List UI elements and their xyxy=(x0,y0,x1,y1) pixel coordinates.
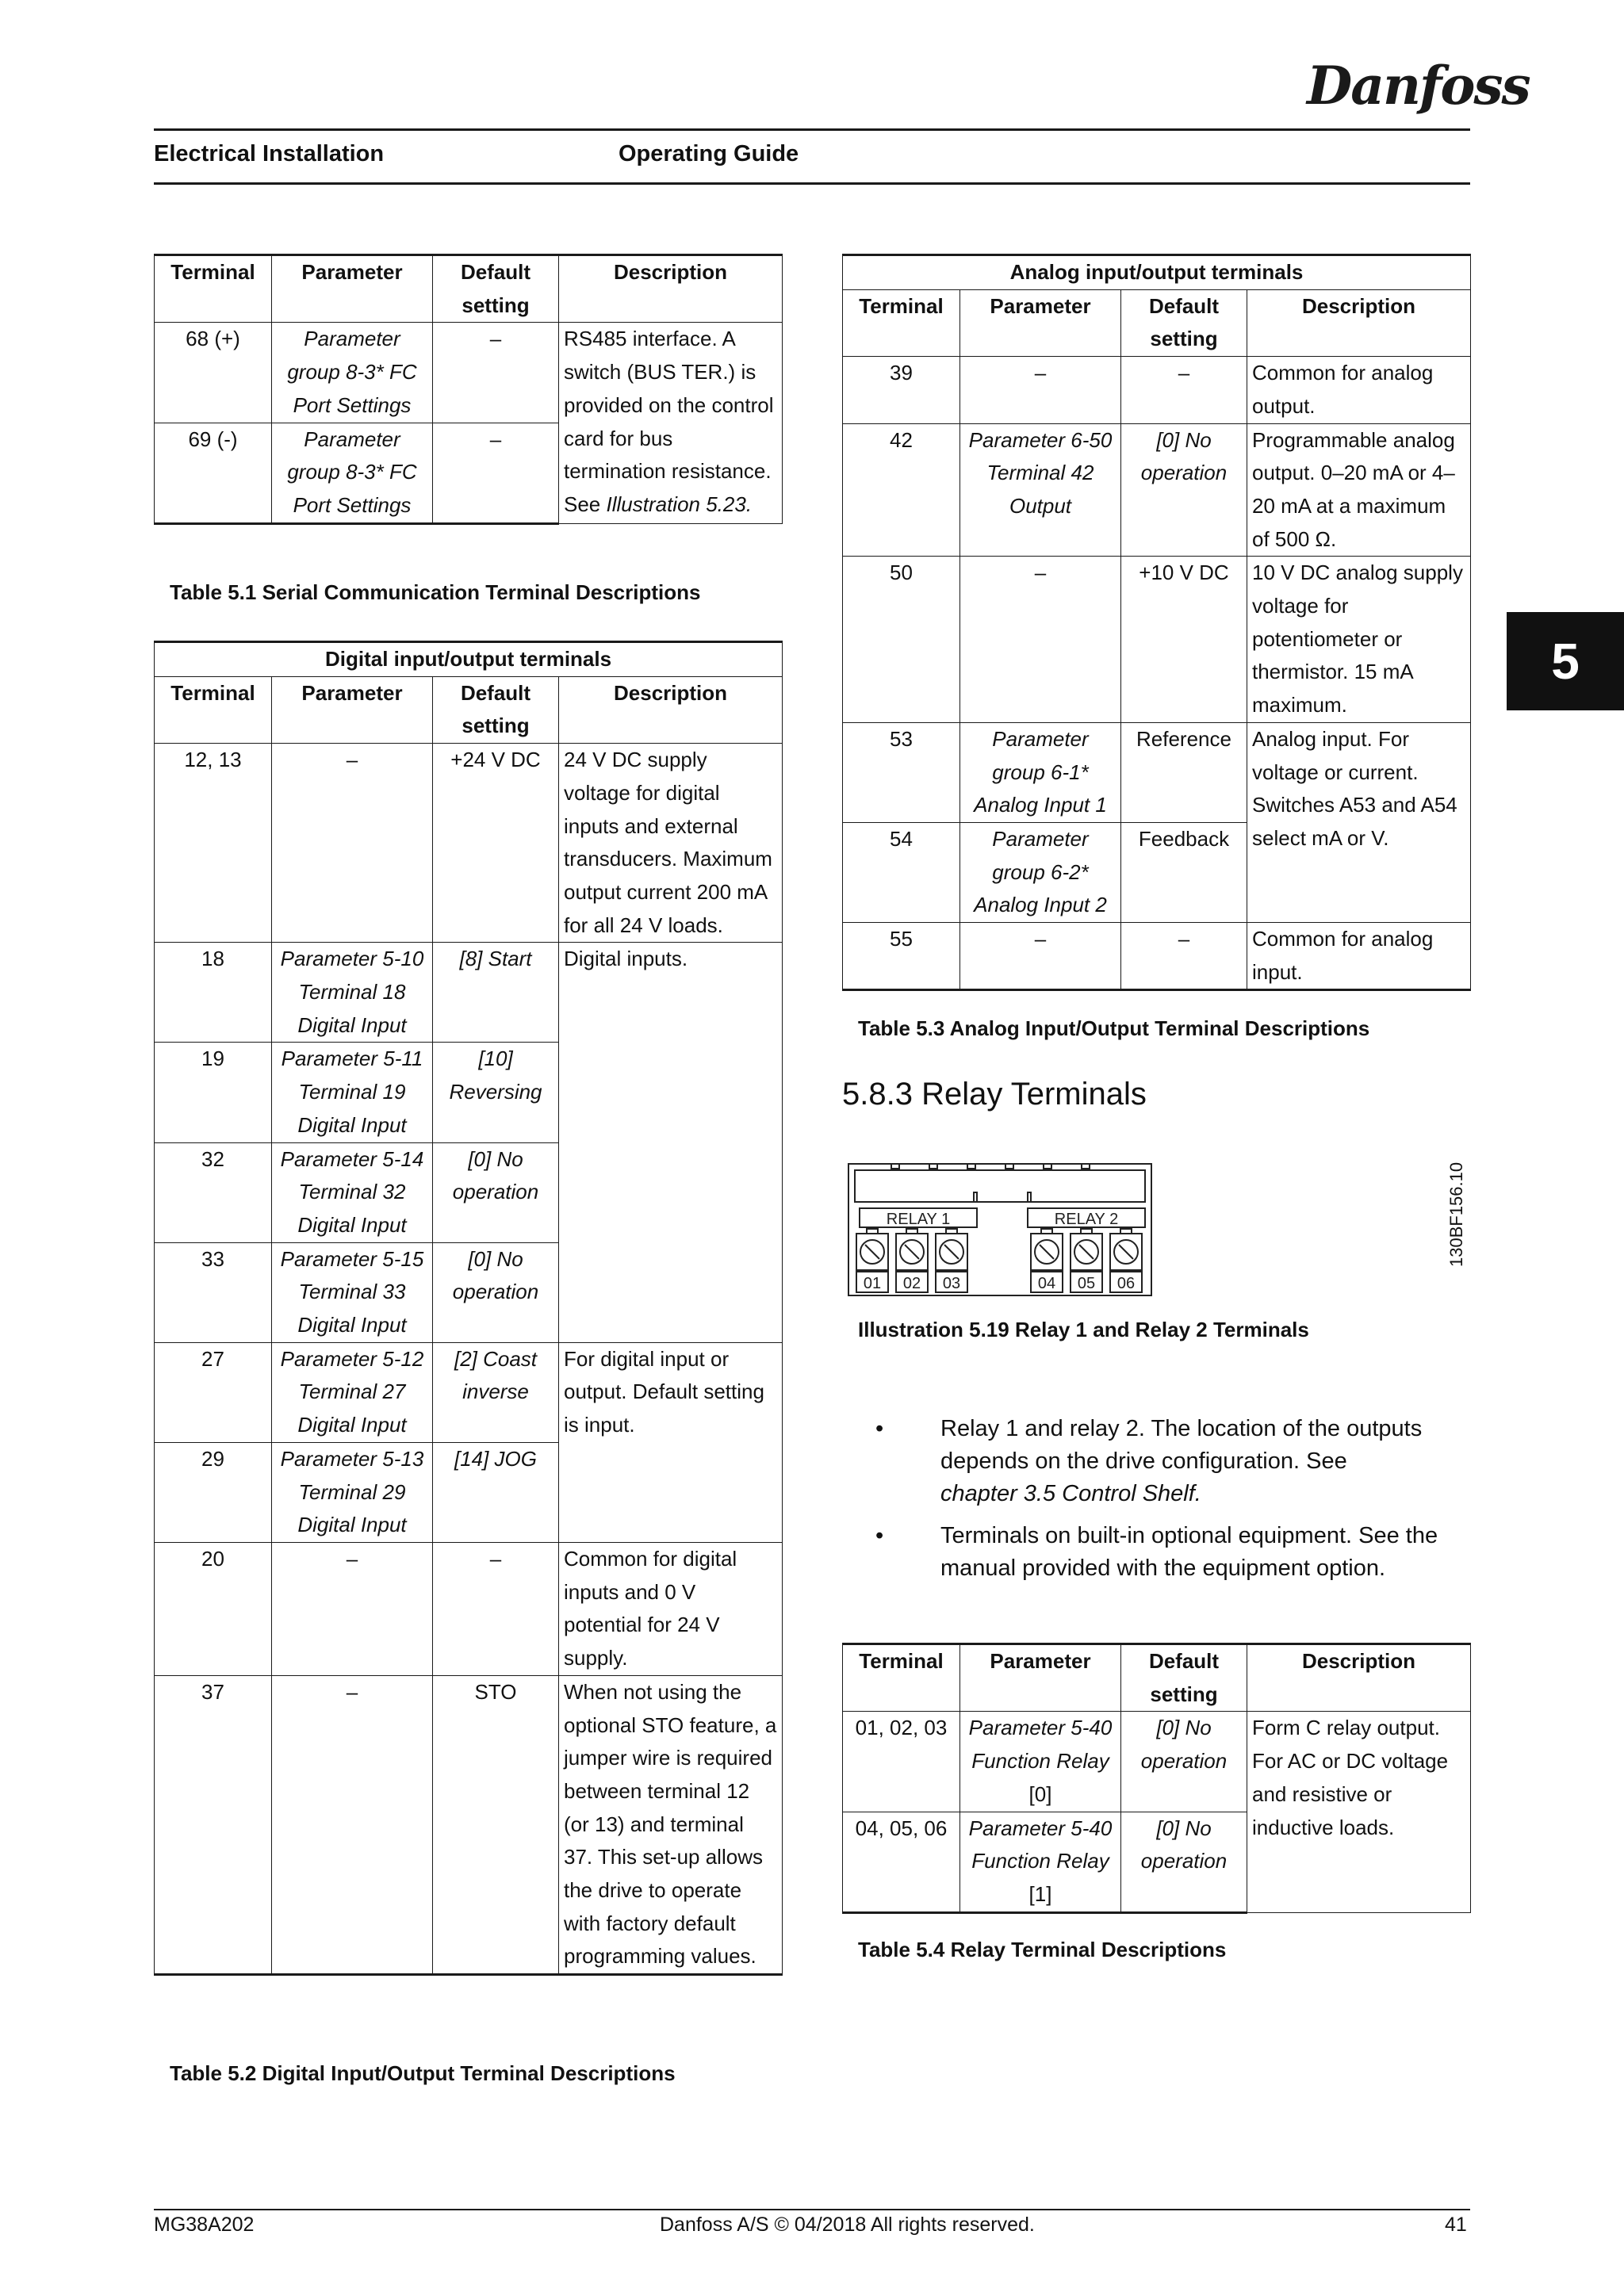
table-row xyxy=(843,357,1471,423)
column-header-parameter: Parameter xyxy=(272,676,433,743)
terminal-block-top-rail xyxy=(855,1170,1145,1202)
cell-terminal: 55 xyxy=(843,923,960,990)
footer-rule xyxy=(154,2209,1470,2210)
cell-default: [2] Coast inverse xyxy=(433,1342,559,1442)
bullet-marker: • xyxy=(875,1416,884,1441)
cell-default: – xyxy=(433,323,559,423)
column-header-default-setting: Default setting xyxy=(1121,1644,1247,1712)
cell-default: Feedback xyxy=(1121,822,1247,922)
bullet-list xyxy=(875,1413,1478,1594)
terminal-number-03: 03 xyxy=(942,1275,961,1292)
cell-default: [0] No operation xyxy=(1121,1812,1247,1912)
table-row xyxy=(843,423,1471,557)
cell-description: For digital input or output. Default setting is input. xyxy=(559,1342,783,1542)
table-header-row xyxy=(155,255,783,323)
table-row xyxy=(843,722,1471,822)
cell-default: [0] No operation xyxy=(433,1242,559,1342)
table-serial-communication xyxy=(154,254,783,525)
illustration-id: 130BF156.10 xyxy=(1446,1161,1466,1267)
cell-default: – xyxy=(1121,357,1247,423)
cell-terminal: 18 xyxy=(155,943,272,1043)
cell-description: 24 V DC supply voltage for digital inputs and external transducers. Maximum output current 200 mA for all 24 V loads. xyxy=(559,744,783,943)
relay1-label: RELAY 1 xyxy=(886,1211,951,1228)
cell-parameter: – xyxy=(272,744,433,943)
table-row xyxy=(155,1675,783,1974)
cell-parameter: – xyxy=(960,357,1121,423)
table-group-title-row xyxy=(843,255,1471,290)
cell-terminal: 50 xyxy=(843,557,960,723)
cell-description: Common for analog input. xyxy=(1247,923,1471,990)
column-header-terminal: Terminal xyxy=(155,676,272,743)
danfoss-logo: Danfoss xyxy=(1307,55,1530,117)
cell-description: When not using the optional STO feature, a jumper wire is required between terminal 12 (or 13) and terminal 37. This set-up allows the drive to operate with factory default programming values. xyxy=(559,1675,783,1974)
cell-terminal: 32 xyxy=(155,1142,272,1242)
column-header-description: Description xyxy=(559,676,783,743)
column-header-terminal: Terminal xyxy=(843,1644,960,1712)
bullet-text: Terminals on built-in optional equipment. See the manual provided with the equipment option. xyxy=(940,1523,1438,1581)
cell-parameter: – xyxy=(272,1675,433,1974)
table-row xyxy=(155,1342,783,1442)
relay-terminals-illustration xyxy=(847,1159,1156,1303)
table-row xyxy=(155,323,783,423)
cell-parameter: Parameter group 8-3* FC Port Settings xyxy=(272,323,433,423)
cell-parameter: Parameter group 6-1* Analog Input 1 xyxy=(960,722,1121,822)
cell-default: [0] No operation xyxy=(1121,1712,1247,1812)
cell-description: Form C relay output. For AC or DC voltage and resistive or inductive loads. xyxy=(1247,1712,1471,1912)
cell-terminal: 68 (+) xyxy=(155,323,272,423)
cell-parameter xyxy=(960,1812,1121,1912)
illustration-caption: Illustration 5.19 Relay 1 and Relay 2 Terminals xyxy=(858,1318,1309,1341)
footer-page-number: 41 xyxy=(1445,2214,1467,2236)
section-heading: 5.8.3 Relay Terminals xyxy=(842,1077,1147,1112)
description-text: RS485 interface. A switch (BUS TER.) is provided on the control card for bus termination resistance. See xyxy=(564,327,774,516)
table53-caption: Table 5.3 Analog Input/Output Terminal Descriptions xyxy=(858,1016,1370,1040)
parameter-name: Parameter 5-40 Function Relay xyxy=(968,1816,1113,1873)
column-header-default-setting: Default setting xyxy=(1121,289,1247,356)
cell-description xyxy=(559,323,783,523)
header-section-title: Electrical Installation xyxy=(154,141,385,166)
cell-default: Reference xyxy=(1121,722,1247,822)
terminal-number-04: 04 xyxy=(1037,1275,1056,1292)
cell-terminal: 19 xyxy=(155,1043,272,1142)
table54-caption: Table 5.4 Relay Terminal Descriptions xyxy=(858,1938,1227,1961)
bullet-text: Relay 1 and relay 2. The location of the outputs depends on the drive configuration. See xyxy=(940,1416,1423,1474)
column-header-parameter: Parameter xyxy=(272,255,433,323)
terminal-number-02: 02 xyxy=(902,1275,921,1292)
cell-terminal: 39 xyxy=(843,357,960,423)
parameter-index: [1] xyxy=(1028,1881,1052,1906)
cell-terminal: 04, 05, 06 xyxy=(843,1812,960,1912)
terminal-number-06: 06 xyxy=(1116,1275,1136,1292)
cell-terminal: 54 xyxy=(843,822,960,922)
footer-copyright: Danfoss A/S © 04/2018 All rights reserved. xyxy=(660,2214,1035,2236)
cell-default: STO xyxy=(433,1675,559,1974)
table51-caption: Table 5.1 Serial Communication Terminal Descriptions xyxy=(170,580,701,604)
table-group-title: Analog input/output terminals xyxy=(843,255,1471,290)
table-digital-io xyxy=(154,641,783,1976)
cell-parameter xyxy=(960,1712,1121,1812)
column-header-terminal: Terminal xyxy=(843,289,960,356)
column-header-default-setting: Default setting xyxy=(433,676,559,743)
parameter-index: [0] xyxy=(1028,1781,1052,1806)
table-row xyxy=(843,923,1471,990)
cell-parameter: – xyxy=(960,923,1121,990)
column-header-description: Description xyxy=(1247,289,1471,356)
column-header-description: Description xyxy=(1247,1644,1471,1712)
terminal-number-05: 05 xyxy=(1077,1275,1096,1292)
table-row xyxy=(155,943,783,1043)
cell-default: [8] Start xyxy=(433,943,559,1043)
cell-description: Analog input. For voltage or current. Switches A53 and A54 select mA or V. xyxy=(1247,722,1471,922)
illustration-reference: Illustration 5.23. xyxy=(606,492,753,516)
list-item xyxy=(875,1520,1478,1585)
cell-terminal: 29 xyxy=(155,1442,272,1542)
cell-default: – xyxy=(433,423,559,523)
cell-parameter: Parameter 5-15 Terminal 33 Digital Input xyxy=(272,1242,433,1342)
cell-default: +24 V DC xyxy=(433,744,559,943)
column-header-parameter: Parameter xyxy=(960,289,1121,356)
bullet-marker: • xyxy=(875,1523,884,1548)
cell-description: 10 V DC analog supply voltage for potentiometer or thermistor. 15 mA maximum. xyxy=(1247,557,1471,723)
cell-parameter: Parameter 5-14 Terminal 32 Digital Input xyxy=(272,1142,433,1242)
relay2-label: RELAY 2 xyxy=(1054,1211,1119,1228)
cell-parameter: Parameter group 8-3* FC Port Settings xyxy=(272,423,433,523)
footer-doc-code: MG38A202 xyxy=(154,2214,255,2236)
cell-terminal: 12, 13 xyxy=(155,744,272,943)
cell-default: – xyxy=(1121,923,1247,990)
table-row xyxy=(843,557,1471,723)
table-header-row xyxy=(155,676,783,743)
cell-default: [14] JOG xyxy=(433,1442,559,1542)
cell-description: Common for analog output. xyxy=(1247,357,1471,423)
table-header-row xyxy=(843,289,1471,356)
terminal-number-01: 01 xyxy=(863,1275,882,1292)
table52-caption: Table 5.2 Digital Input/Output Terminal Descriptions xyxy=(170,2061,676,2085)
cell-description: Common for digital inputs and 0 V potential for 24 V supply. xyxy=(559,1542,783,1675)
cell-terminal: 33 xyxy=(155,1242,272,1342)
cell-parameter: Parameter 5-10 Terminal 18 Digital Input xyxy=(272,943,433,1043)
cell-parameter: Parameter 5-11 Terminal 19 Digital Input xyxy=(272,1043,433,1142)
table-group-title-row xyxy=(155,642,783,677)
cell-terminal: 01, 02, 03 xyxy=(843,1712,960,1812)
cell-description: Programmable analog output. 0–20 mA or 4–20 mA at a maximum of 500 Ω. xyxy=(1247,423,1471,557)
cell-terminal: 69 (-) xyxy=(155,423,272,523)
table-relay-terminals xyxy=(842,1643,1471,1914)
cell-terminal: 27 xyxy=(155,1342,272,1442)
header-top-rule xyxy=(154,128,1470,131)
table-row xyxy=(843,1712,1471,1812)
cell-parameter: – xyxy=(960,557,1121,723)
column-header-terminal: Terminal xyxy=(155,255,272,323)
table-analog-io xyxy=(842,254,1471,991)
cell-default: [10] Reversing xyxy=(433,1043,559,1142)
cell-parameter: Parameter 6-50 Terminal 42 Output xyxy=(960,423,1121,557)
cell-description: Digital inputs. xyxy=(559,943,783,1342)
cell-default: +10 V DC xyxy=(1121,557,1247,723)
chapter-tab: 5 xyxy=(1507,612,1624,710)
header-bottom-rule xyxy=(154,182,1470,185)
cell-terminal: 37 xyxy=(155,1675,272,1974)
table-header-row xyxy=(843,1644,1471,1712)
cell-terminal: 53 xyxy=(843,722,960,822)
cell-terminal: 42 xyxy=(843,423,960,557)
cell-parameter: Parameter group 6-2* Analog Input 2 xyxy=(960,822,1121,922)
chapter-reference: chapter 3.5 Control Shelf. xyxy=(940,1481,1201,1506)
cell-terminal: 20 xyxy=(155,1542,272,1675)
cell-default: – xyxy=(433,1542,559,1675)
column-header-parameter: Parameter xyxy=(960,1644,1121,1712)
table-row xyxy=(155,1542,783,1675)
cell-default: [0] No operation xyxy=(1121,423,1247,557)
parameter-name: Parameter 5-40 Function Relay xyxy=(968,1716,1113,1774)
cell-parameter: Parameter 5-12 Terminal 27 Digital Input xyxy=(272,1342,433,1442)
list-item xyxy=(875,1413,1478,1510)
header-document-title: Operating Guide xyxy=(619,141,799,166)
cell-default: [0] No operation xyxy=(433,1142,559,1242)
table-group-title: Digital input/output terminals xyxy=(155,642,783,677)
column-header-description: Description xyxy=(559,255,783,323)
cell-parameter: – xyxy=(272,1542,433,1675)
table-row xyxy=(155,744,783,943)
cell-parameter: Parameter 5-13 Terminal 29 Digital Input xyxy=(272,1442,433,1542)
column-header-default-setting: Default setting xyxy=(433,255,559,323)
terminal-block-outline xyxy=(848,1164,1151,1295)
